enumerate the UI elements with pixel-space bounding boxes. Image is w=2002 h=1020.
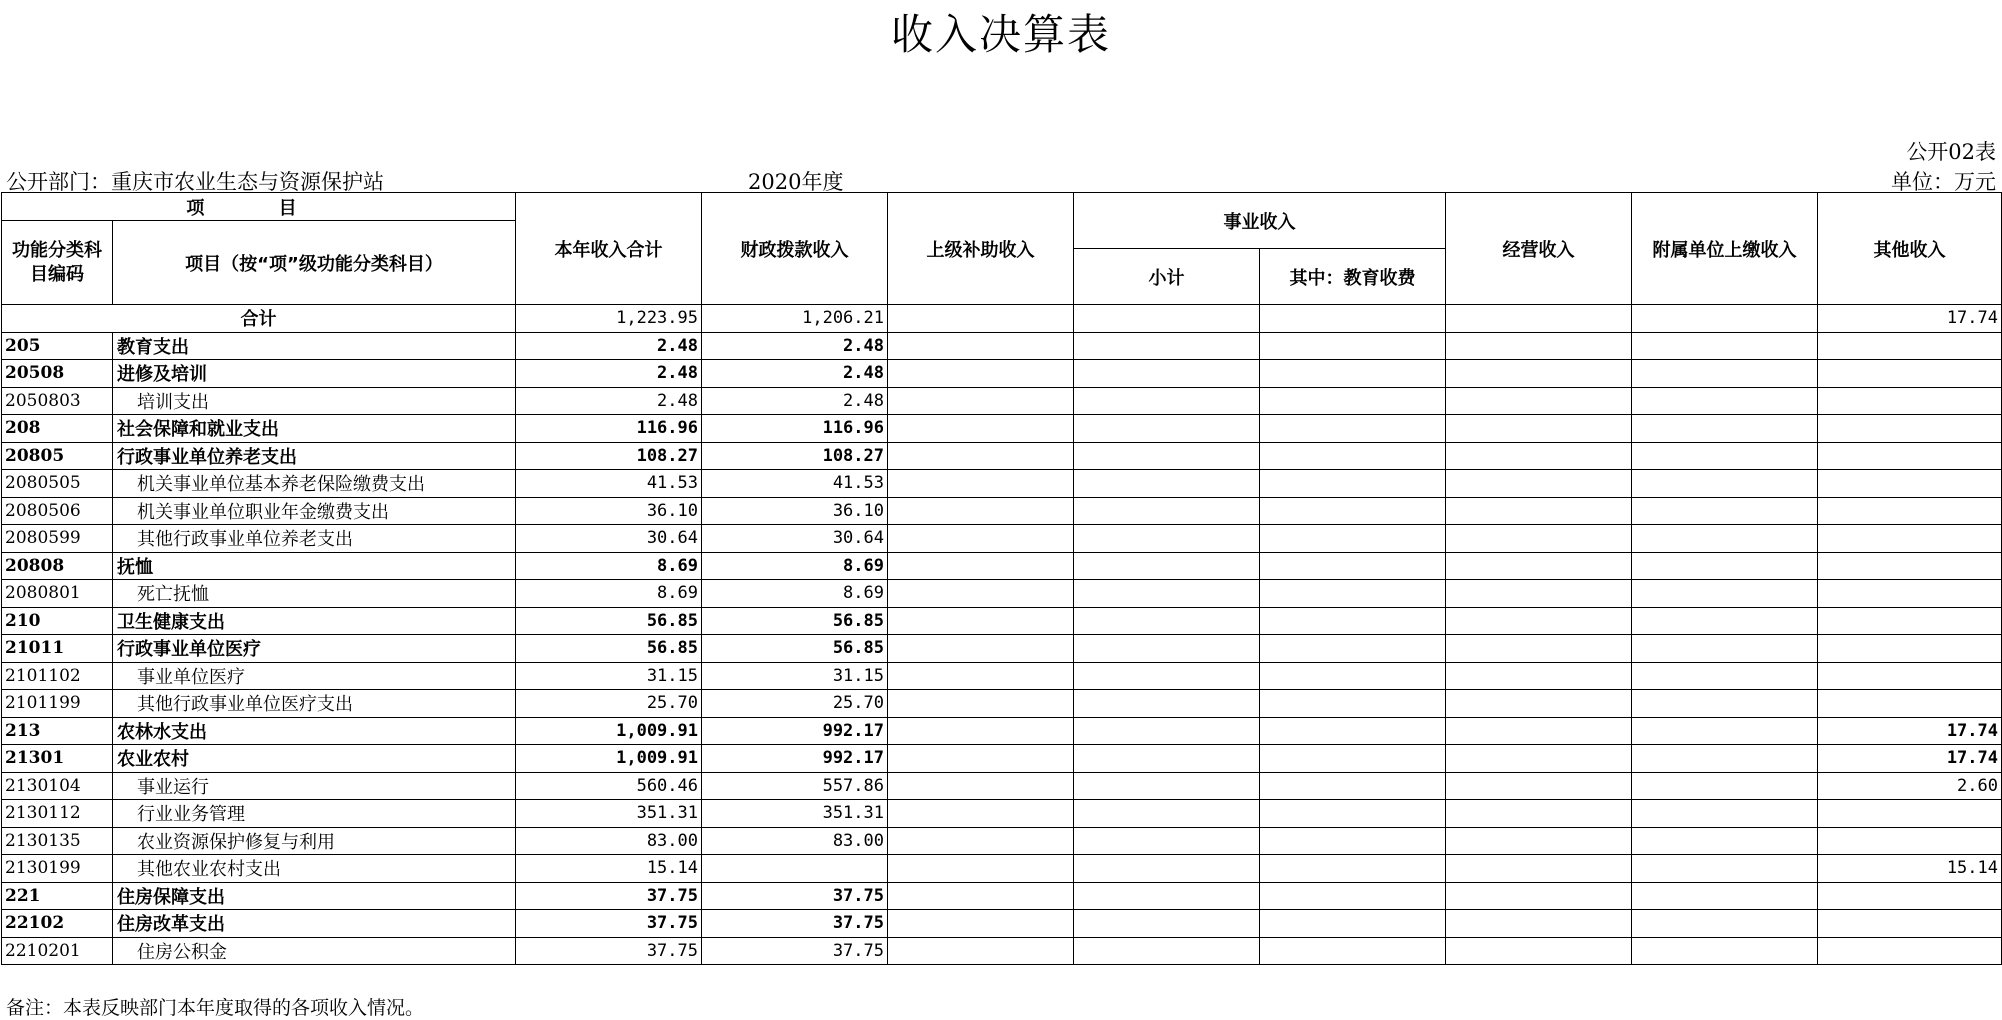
operating-cell bbox=[1446, 690, 1632, 718]
code-cell: 2101102 bbox=[2, 662, 113, 690]
table-row bbox=[2, 635, 2002, 663]
operating-cell bbox=[1446, 332, 1632, 360]
total-cell: 8.69 bbox=[516, 580, 702, 608]
code-cell: 20808 bbox=[2, 552, 113, 580]
edu-fee-cell bbox=[1260, 717, 1446, 745]
name-cell: 死亡抚恤 bbox=[113, 580, 516, 608]
other-cell: 17.74 bbox=[1818, 717, 2002, 745]
name-cell: 农业农村 bbox=[113, 745, 516, 773]
operating-cell bbox=[1446, 772, 1632, 800]
operating-cell bbox=[1446, 882, 1632, 910]
other-cell bbox=[1818, 387, 2002, 415]
other-cell bbox=[1818, 607, 2002, 635]
name-cell: 其他行政事业单位养老支出 bbox=[113, 525, 516, 553]
affiliated-cell bbox=[1632, 717, 1818, 745]
subtotal-cell bbox=[1074, 332, 1260, 360]
fiscal-cell: 2.48 bbox=[702, 332, 888, 360]
code-cell: 205 bbox=[2, 332, 113, 360]
total-cell: 560.46 bbox=[516, 772, 702, 800]
total-affiliated bbox=[1632, 305, 1818, 333]
other-cell bbox=[1818, 552, 2002, 580]
operating-cell bbox=[1446, 470, 1632, 498]
table-row bbox=[2, 882, 2002, 910]
total-cell: 8.69 bbox=[516, 552, 702, 580]
income-table bbox=[1, 192, 2002, 965]
other-cell bbox=[1818, 442, 2002, 470]
name-cell: 卫生健康支出 bbox=[113, 607, 516, 635]
name-cell: 其他农业农村支出 bbox=[113, 855, 516, 883]
edu-fee-cell bbox=[1260, 690, 1446, 718]
superior-cell bbox=[888, 387, 1074, 415]
header-edu-fee: 其中：教育收费 bbox=[1260, 249, 1446, 305]
fiscal-cell: 37.75 bbox=[702, 882, 888, 910]
other-cell: 2.60 bbox=[1818, 772, 2002, 800]
fiscal-cell: 8.69 bbox=[702, 552, 888, 580]
affiliated-cell bbox=[1632, 855, 1818, 883]
operating-cell bbox=[1446, 855, 1632, 883]
total-other: 17.74 bbox=[1818, 305, 2002, 333]
affiliated-cell bbox=[1632, 442, 1818, 470]
name-cell: 社会保障和就业支出 bbox=[113, 415, 516, 443]
subtotal-cell bbox=[1074, 552, 1260, 580]
operating-cell bbox=[1446, 662, 1632, 690]
operating-cell bbox=[1446, 827, 1632, 855]
other-cell bbox=[1818, 662, 2002, 690]
subtotal-cell bbox=[1074, 800, 1260, 828]
fiscal-cell: 992.17 bbox=[702, 745, 888, 773]
fiscal-cell: 25.70 bbox=[702, 690, 888, 718]
other-cell bbox=[1818, 827, 2002, 855]
name-cell: 进修及培训 bbox=[113, 360, 516, 388]
subtotal-cell bbox=[1074, 910, 1260, 938]
table-row bbox=[2, 387, 2002, 415]
other-cell bbox=[1818, 415, 2002, 443]
table-row bbox=[2, 717, 2002, 745]
total-cell: 116.96 bbox=[516, 415, 702, 443]
other-cell bbox=[1818, 800, 2002, 828]
affiliated-cell bbox=[1632, 910, 1818, 938]
name-cell: 事业单位医疗 bbox=[113, 662, 516, 690]
subtotal-cell bbox=[1074, 855, 1260, 883]
total-cell: 37.75 bbox=[516, 910, 702, 938]
fiscal-cell: 83.00 bbox=[702, 827, 888, 855]
total-cell: 37.75 bbox=[516, 937, 702, 965]
total-fiscal: 1,206.21 bbox=[702, 305, 888, 333]
department-label: 公开部门：重庆市农业生态与资源保护站 bbox=[6, 170, 384, 194]
table-row bbox=[2, 800, 2002, 828]
subtotal-cell bbox=[1074, 442, 1260, 470]
fiscal-cell: 56.85 bbox=[702, 635, 888, 663]
code-cell: 2130199 bbox=[2, 855, 113, 883]
operating-cell bbox=[1446, 497, 1632, 525]
table-row bbox=[2, 910, 2002, 938]
edu-fee-cell bbox=[1260, 745, 1446, 773]
table-row bbox=[2, 415, 2002, 443]
subtotal-cell bbox=[1074, 882, 1260, 910]
superior-cell bbox=[888, 910, 1074, 938]
affiliated-cell bbox=[1632, 772, 1818, 800]
total-superior bbox=[888, 305, 1074, 333]
other-cell bbox=[1818, 497, 2002, 525]
subtotal-cell bbox=[1074, 387, 1260, 415]
superior-cell bbox=[888, 497, 1074, 525]
operating-cell bbox=[1446, 360, 1632, 388]
header-fiscal: 财政拨款收入 bbox=[702, 193, 888, 305]
edu-fee-cell bbox=[1260, 442, 1446, 470]
edu-fee-cell bbox=[1260, 470, 1446, 498]
table-row bbox=[2, 937, 2002, 965]
header-affiliated: 附属单位上缴收入 bbox=[1632, 193, 1818, 305]
code-cell: 21011 bbox=[2, 635, 113, 663]
affiliated-cell bbox=[1632, 635, 1818, 663]
header-subtotal: 小计 bbox=[1074, 249, 1260, 305]
header-name: 项目（按“项”级功能分类科目） bbox=[113, 221, 516, 305]
total-cell: 1,009.91 bbox=[516, 745, 702, 773]
total-amount: 1,223.95 bbox=[516, 305, 702, 333]
edu-fee-cell bbox=[1260, 525, 1446, 553]
page-title: 收入决算表 bbox=[890, 10, 1111, 59]
affiliated-cell bbox=[1632, 387, 1818, 415]
name-cell: 事业运行 bbox=[113, 772, 516, 800]
superior-cell bbox=[888, 745, 1074, 773]
table-row bbox=[2, 855, 2002, 883]
total-cell: 1,009.91 bbox=[516, 717, 702, 745]
superior-cell bbox=[888, 937, 1074, 965]
name-cell: 机关事业单位职业年金缴费支出 bbox=[113, 497, 516, 525]
fiscal-year: 2020年度 bbox=[748, 170, 844, 194]
total-cell: 31.15 bbox=[516, 662, 702, 690]
edu-fee-cell bbox=[1260, 552, 1446, 580]
footnote: 备注：本表反映部门本年度取得的各项收入情况。 bbox=[6, 997, 425, 1019]
total-subtotal bbox=[1074, 305, 1260, 333]
code-cell: 22102 bbox=[2, 910, 113, 938]
subtotal-cell bbox=[1074, 497, 1260, 525]
other-cell: 17.74 bbox=[1818, 745, 2002, 773]
superior-cell bbox=[888, 332, 1074, 360]
fiscal-cell: 2.48 bbox=[702, 387, 888, 415]
name-cell: 住房改革支出 bbox=[113, 910, 516, 938]
edu-fee-cell bbox=[1260, 800, 1446, 828]
affiliated-cell bbox=[1632, 690, 1818, 718]
edu-fee-cell bbox=[1260, 607, 1446, 635]
other-cell bbox=[1818, 580, 2002, 608]
operating-cell bbox=[1446, 580, 1632, 608]
subtotal-cell bbox=[1074, 635, 1260, 663]
superior-cell bbox=[888, 800, 1074, 828]
name-cell: 农业资源保护修复与利用 bbox=[113, 827, 516, 855]
total-cell: 36.10 bbox=[516, 497, 702, 525]
table-row bbox=[2, 332, 2002, 360]
header-superior: 上级补助收入 bbox=[888, 193, 1074, 305]
superior-cell bbox=[888, 360, 1074, 388]
superior-cell bbox=[888, 442, 1074, 470]
affiliated-cell bbox=[1632, 552, 1818, 580]
name-cell: 其他行政事业单位医疗支出 bbox=[113, 690, 516, 718]
operating-cell bbox=[1446, 525, 1632, 553]
table-row bbox=[2, 662, 2002, 690]
fiscal-cell: 116.96 bbox=[702, 415, 888, 443]
code-cell: 2080506 bbox=[2, 497, 113, 525]
fiscal-cell: 557.86 bbox=[702, 772, 888, 800]
fiscal-cell: 41.53 bbox=[702, 470, 888, 498]
header-operating: 经营收入 bbox=[1446, 193, 1632, 305]
header-code: 功能分类科目编码 bbox=[2, 221, 113, 305]
code-cell: 213 bbox=[2, 717, 113, 745]
edu-fee-cell bbox=[1260, 360, 1446, 388]
superior-cell bbox=[888, 415, 1074, 443]
name-cell: 住房公积金 bbox=[113, 937, 516, 965]
affiliated-cell bbox=[1632, 662, 1818, 690]
affiliated-cell bbox=[1632, 580, 1818, 608]
operating-cell bbox=[1446, 415, 1632, 443]
edu-fee-cell bbox=[1260, 937, 1446, 965]
total-cell: 15.14 bbox=[516, 855, 702, 883]
operating-cell bbox=[1446, 387, 1632, 415]
fiscal-cell bbox=[702, 855, 888, 883]
other-cell bbox=[1818, 360, 2002, 388]
name-cell: 培训支出 bbox=[113, 387, 516, 415]
code-cell: 2130104 bbox=[2, 772, 113, 800]
subtotal-cell bbox=[1074, 607, 1260, 635]
total-edu-fee bbox=[1260, 305, 1446, 333]
code-cell: 210 bbox=[2, 607, 113, 635]
operating-cell bbox=[1446, 635, 1632, 663]
code-cell: 2080801 bbox=[2, 580, 113, 608]
superior-cell bbox=[888, 580, 1074, 608]
total-row bbox=[2, 305, 2002, 333]
code-cell: 20508 bbox=[2, 360, 113, 388]
other-cell bbox=[1818, 937, 2002, 965]
operating-cell bbox=[1446, 910, 1632, 938]
affiliated-cell bbox=[1632, 525, 1818, 553]
affiliated-cell bbox=[1632, 332, 1818, 360]
operating-cell bbox=[1446, 937, 1632, 965]
table-row bbox=[2, 552, 2002, 580]
edu-fee-cell bbox=[1260, 772, 1446, 800]
fiscal-cell: 31.15 bbox=[702, 662, 888, 690]
affiliated-cell bbox=[1632, 937, 1818, 965]
fiscal-cell: 37.75 bbox=[702, 910, 888, 938]
operating-cell bbox=[1446, 800, 1632, 828]
edu-fee-cell bbox=[1260, 387, 1446, 415]
other-cell bbox=[1818, 635, 2002, 663]
header-total: 本年收入合计 bbox=[516, 193, 702, 305]
total-cell: 41.53 bbox=[516, 470, 702, 498]
edu-fee-cell bbox=[1260, 580, 1446, 608]
operating-cell bbox=[1446, 442, 1632, 470]
name-cell: 住房保障支出 bbox=[113, 882, 516, 910]
affiliated-cell bbox=[1632, 827, 1818, 855]
operating-cell bbox=[1446, 745, 1632, 773]
name-cell: 农林水支出 bbox=[113, 717, 516, 745]
table-row bbox=[2, 525, 2002, 553]
code-cell: 2130135 bbox=[2, 827, 113, 855]
superior-cell bbox=[888, 690, 1074, 718]
subtotal-cell bbox=[1074, 717, 1260, 745]
total-label: 合计 bbox=[2, 305, 516, 333]
code-cell: 2101199 bbox=[2, 690, 113, 718]
other-cell bbox=[1818, 882, 2002, 910]
other-cell bbox=[1818, 690, 2002, 718]
header-other: 其他收入 bbox=[1818, 193, 2002, 305]
total-operating bbox=[1446, 305, 1632, 333]
total-cell: 56.85 bbox=[516, 607, 702, 635]
fiscal-cell: 992.17 bbox=[702, 717, 888, 745]
superior-cell bbox=[888, 662, 1074, 690]
subtotal-cell bbox=[1074, 827, 1260, 855]
table-row bbox=[2, 580, 2002, 608]
total-cell: 83.00 bbox=[516, 827, 702, 855]
affiliated-cell bbox=[1632, 360, 1818, 388]
code-cell: 20805 bbox=[2, 442, 113, 470]
total-cell: 56.85 bbox=[516, 635, 702, 663]
name-cell: 行业业务管理 bbox=[113, 800, 516, 828]
operating-cell bbox=[1446, 552, 1632, 580]
superior-cell bbox=[888, 635, 1074, 663]
total-cell: 2.48 bbox=[516, 360, 702, 388]
superior-cell bbox=[888, 717, 1074, 745]
table-row bbox=[2, 827, 2002, 855]
edu-fee-cell bbox=[1260, 827, 1446, 855]
fiscal-cell: 108.27 bbox=[702, 442, 888, 470]
fiscal-cell: 8.69 bbox=[702, 580, 888, 608]
table-row bbox=[2, 745, 2002, 773]
operating-cell bbox=[1446, 607, 1632, 635]
subtotal-cell bbox=[1074, 772, 1260, 800]
subtotal-cell bbox=[1074, 360, 1260, 388]
other-cell bbox=[1818, 525, 2002, 553]
form-number: 公开02表 bbox=[1906, 140, 1996, 164]
edu-fee-cell bbox=[1260, 910, 1446, 938]
subtotal-cell bbox=[1074, 937, 1260, 965]
subtotal-cell bbox=[1074, 745, 1260, 773]
table-row bbox=[2, 360, 2002, 388]
affiliated-cell bbox=[1632, 497, 1818, 525]
table-row bbox=[2, 497, 2002, 525]
fiscal-cell: 2.48 bbox=[702, 360, 888, 388]
edu-fee-cell bbox=[1260, 635, 1446, 663]
affiliated-cell bbox=[1632, 470, 1818, 498]
subtotal-cell bbox=[1074, 662, 1260, 690]
name-cell: 行政事业单位医疗 bbox=[113, 635, 516, 663]
table-row bbox=[2, 470, 2002, 498]
subtotal-cell bbox=[1074, 415, 1260, 443]
table-row bbox=[2, 442, 2002, 470]
edu-fee-cell bbox=[1260, 882, 1446, 910]
superior-cell bbox=[888, 607, 1074, 635]
total-cell: 37.75 bbox=[516, 882, 702, 910]
edu-fee-cell bbox=[1260, 497, 1446, 525]
total-cell: 2.48 bbox=[516, 332, 702, 360]
header-item-group: 项 目 bbox=[2, 193, 516, 221]
code-cell: 2080599 bbox=[2, 525, 113, 553]
subtotal-cell bbox=[1074, 470, 1260, 498]
other-cell bbox=[1818, 910, 2002, 938]
subtotal-cell bbox=[1074, 580, 1260, 608]
total-cell: 108.27 bbox=[516, 442, 702, 470]
total-cell: 351.31 bbox=[516, 800, 702, 828]
name-cell: 教育支出 bbox=[113, 332, 516, 360]
code-cell: 2130112 bbox=[2, 800, 113, 828]
code-cell: 2210201 bbox=[2, 937, 113, 965]
code-cell: 21301 bbox=[2, 745, 113, 773]
code-cell: 208 bbox=[2, 415, 113, 443]
name-cell: 抚恤 bbox=[113, 552, 516, 580]
table-row bbox=[2, 690, 2002, 718]
other-cell bbox=[1818, 332, 2002, 360]
header-business: 事业收入 bbox=[1074, 193, 1446, 249]
superior-cell bbox=[888, 827, 1074, 855]
superior-cell bbox=[888, 525, 1074, 553]
code-cell: 2080505 bbox=[2, 470, 113, 498]
operating-cell bbox=[1446, 717, 1632, 745]
edu-fee-cell bbox=[1260, 332, 1446, 360]
unit-label: 单位：万元 bbox=[1891, 170, 1996, 194]
edu-fee-cell bbox=[1260, 415, 1446, 443]
superior-cell bbox=[888, 772, 1074, 800]
other-cell bbox=[1818, 470, 2002, 498]
name-cell: 行政事业单位养老支出 bbox=[113, 442, 516, 470]
fiscal-cell: 56.85 bbox=[702, 607, 888, 635]
edu-fee-cell bbox=[1260, 662, 1446, 690]
code-cell: 221 bbox=[2, 882, 113, 910]
affiliated-cell bbox=[1632, 415, 1818, 443]
fiscal-cell: 351.31 bbox=[702, 800, 888, 828]
subtotal-cell bbox=[1074, 690, 1260, 718]
table-row bbox=[2, 772, 2002, 800]
affiliated-cell bbox=[1632, 607, 1818, 635]
total-cell: 2.48 bbox=[516, 387, 702, 415]
affiliated-cell bbox=[1632, 882, 1818, 910]
name-cell: 机关事业单位基本养老保险缴费支出 bbox=[113, 470, 516, 498]
superior-cell bbox=[888, 855, 1074, 883]
affiliated-cell bbox=[1632, 800, 1818, 828]
superior-cell bbox=[888, 470, 1074, 498]
subtotal-cell bbox=[1074, 525, 1260, 553]
total-cell: 25.70 bbox=[516, 690, 702, 718]
edu-fee-cell bbox=[1260, 855, 1446, 883]
fiscal-cell: 30.64 bbox=[702, 525, 888, 553]
fiscal-cell: 36.10 bbox=[702, 497, 888, 525]
total-cell: 30.64 bbox=[516, 525, 702, 553]
superior-cell bbox=[888, 882, 1074, 910]
fiscal-cell: 37.75 bbox=[702, 937, 888, 965]
superior-cell bbox=[888, 552, 1074, 580]
code-cell: 2050803 bbox=[2, 387, 113, 415]
table-row bbox=[2, 607, 2002, 635]
other-cell: 15.14 bbox=[1818, 855, 2002, 883]
affiliated-cell bbox=[1632, 745, 1818, 773]
